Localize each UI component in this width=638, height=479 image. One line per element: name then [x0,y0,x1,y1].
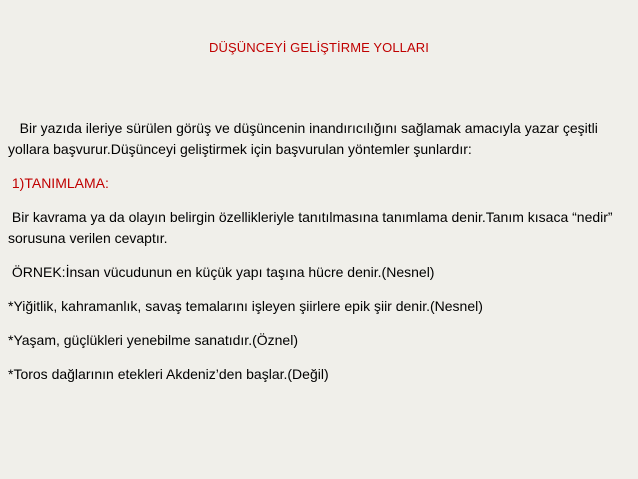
definition-paragraph: Bir kavrama ya da olayın belirgin özellikleriyle tanıtılmasına tanımlama denir.Tanım kısaca “nedir” sorusuna verilen cevaptır. [8,209,617,246]
example-line: *Toros dağlarının etekleri Akdeniz’den başlar.(Değil) [8,366,329,382]
section-heading: 1)TANIMLAMA: [8,175,109,191]
slide-body [8,118,632,385]
example-line: *Yaşam, güçlükleri yenebilme sanatıdır.(Öznel) [8,332,298,348]
slide-title: DÜŞÜNCEYİ GELİŞTİRME YOLLARI [208,40,429,55]
intro-paragraph: Bir yazıda ileriye sürülen görüş ve düşüncenin inandırıcılığını sağlamak amacıyla yazar çeşitli yollara başvurur.Düşünceyi geliştirmek için başvurulan yöntemler şunlardır: [8,120,602,157]
example-line: ÖRNEK:İnsan vücudunun en küçük yapı taşına hücre denir.(Nesnel) [8,264,435,280]
example-line: *Yiğitlik, kahramanlık, savaş temalarını işleyen şiirlere epik şiir denir.(Nesnel) [8,298,483,314]
